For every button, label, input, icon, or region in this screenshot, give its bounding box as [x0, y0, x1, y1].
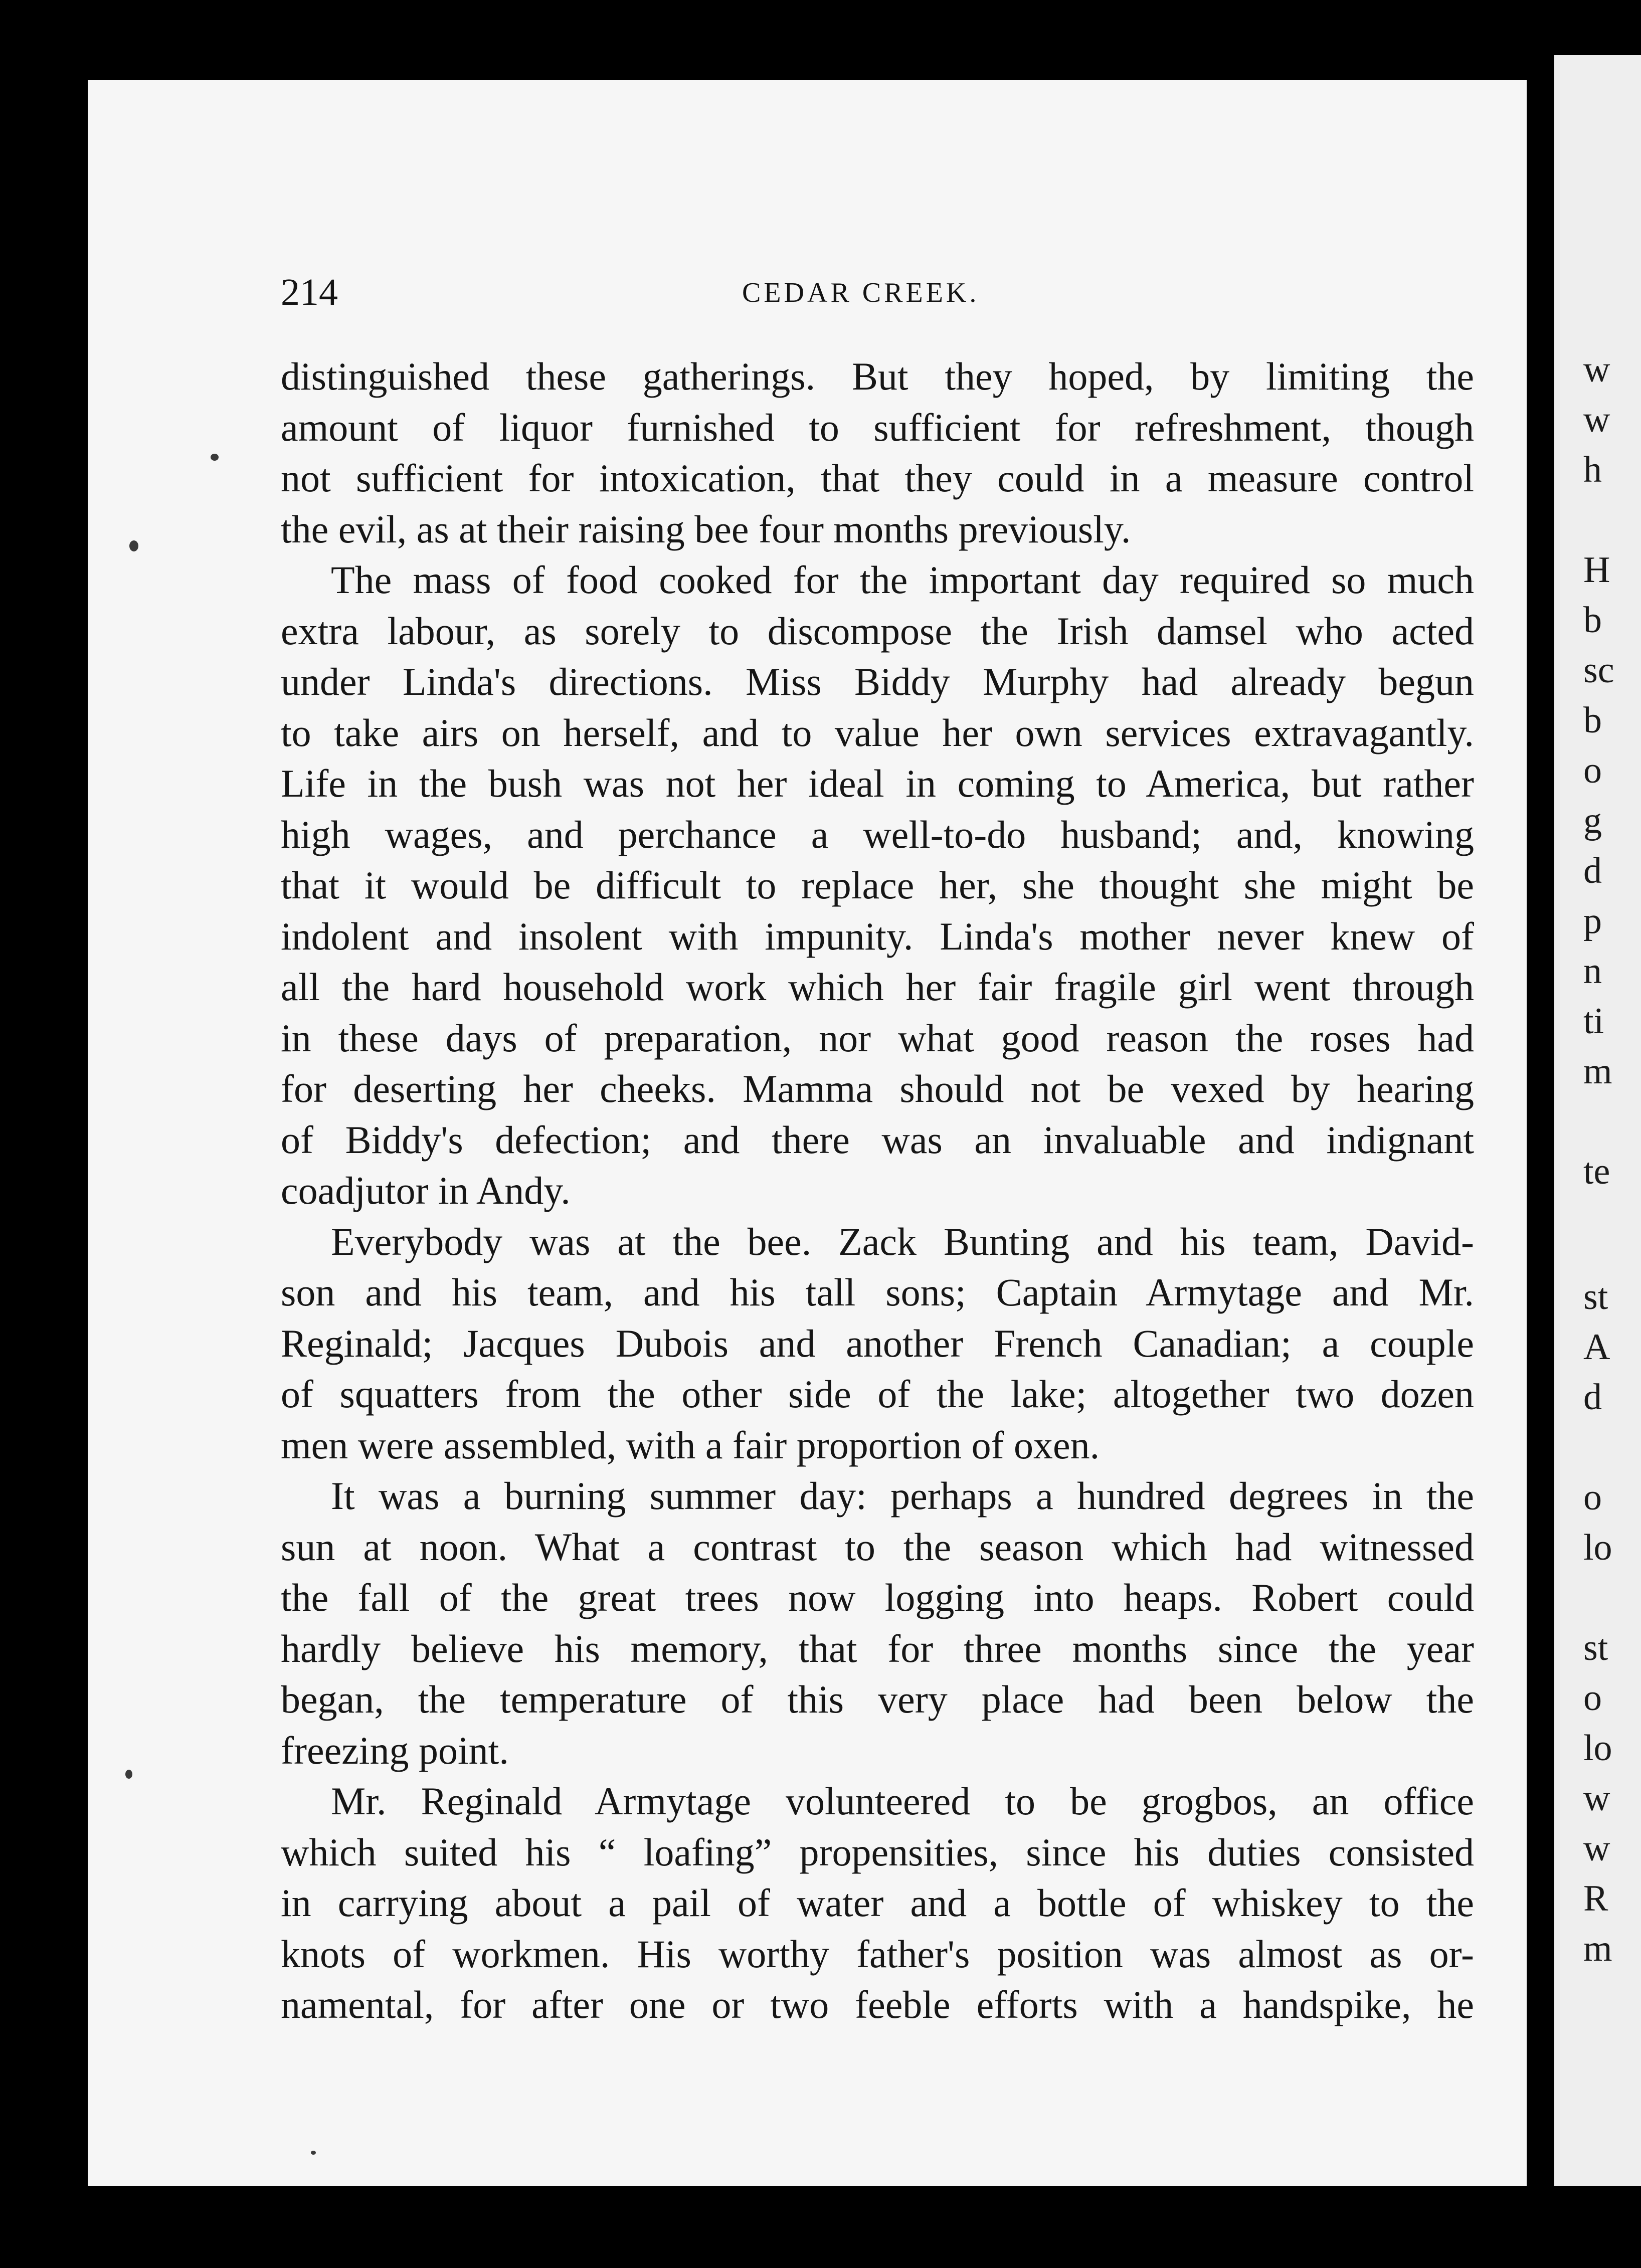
fragment: st: [1583, 1276, 1608, 1317]
fragment: g: [1583, 800, 1602, 841]
fragment: m: [1583, 1051, 1612, 1092]
text-line: Life in the bush was not her ideal in coming to America, but rather: [281, 762, 1474, 805]
text-line: Everybody was at the bee. Zack Bunting and his team, David-: [331, 1219, 1474, 1263]
fragment: sc: [1583, 650, 1614, 691]
fragment: st: [1583, 1627, 1608, 1668]
text-line: sun at noon. What a contrast to the season which had witnessed: [281, 1525, 1474, 1569]
fragment: A: [1583, 1327, 1610, 1368]
text-line: It was a burning summer day: perhaps a hundred degrees in the: [331, 1474, 1474, 1518]
fragment: w: [1583, 1828, 1610, 1869]
scan-speck: [311, 2151, 316, 2155]
text-line: for deserting her cheeks. Mamma should not be vexed by hearing: [281, 1067, 1474, 1110]
fragment: lo: [1583, 1728, 1612, 1769]
text-line: coadjutor in Andy.: [281, 1169, 571, 1212]
fragment: b: [1583, 600, 1602, 641]
fragment: w: [1583, 399, 1610, 440]
page-number: 214: [281, 271, 338, 313]
text-line: hardly believe his memory, that for three months since the year: [281, 1626, 1474, 1670]
text-line: son and his team, and his tall sons; Captain Armytage and Mr.: [281, 1270, 1474, 1314]
fragment: d: [1583, 1377, 1602, 1418]
fragment: d: [1583, 850, 1602, 891]
text-line: which suited his “ loafing” propensities, since his duties consisted: [281, 1830, 1474, 1874]
running-head: CEDAR CREEK.: [742, 277, 980, 308]
fragment: o: [1583, 1677, 1602, 1719]
fragment: R: [1583, 1878, 1608, 1919]
fragment: p: [1583, 900, 1602, 941]
text-line: the fall of the great trees now logging into heaps. Robert could: [281, 1576, 1474, 1619]
fragment: h: [1583, 449, 1602, 490]
text-line: The mass of food cooked for the important day required so much: [331, 558, 1474, 602]
body-text: [281, 351, 1474, 2030]
text-line: in these days of preparation, nor what good reason the roses had: [281, 1016, 1474, 1060]
text-line: in carrying about a pail of water and a bottle of whiskey to the: [281, 1881, 1474, 1925]
text-line: to take airs on herself, and to value her own services extravagantly.: [281, 710, 1474, 754]
page-header: [281, 271, 1494, 316]
text-line: extra labour, as sorely to discompose the Irish damsel who acted: [281, 609, 1474, 653]
fragment: ti: [1583, 1001, 1604, 1042]
text-line: freezing point.: [281, 1728, 509, 1772]
text-line: all the hard household work which her fair fragile girl went through: [281, 965, 1474, 1009]
text-line: Reginald; Jacques Dubois and another French Canadian; a couple: [281, 1321, 1474, 1365]
text-line: amount of liquor furnished to sufficient for refreshment, though: [281, 405, 1474, 449]
text-line: men were assembled, with a fair proportion of oxen.: [281, 1423, 1100, 1467]
text-line: not sufficient for intoxication, that they could in a measure control: [281, 456, 1474, 500]
text-line: began, the temperature of this very place had been below the: [281, 1677, 1474, 1721]
fragment: H: [1583, 549, 1610, 591]
text-line: of Biddy's defection; and there was an invaluable and indignant: [281, 1117, 1474, 1162]
fragment: w: [1583, 349, 1610, 390]
scan-speck: [129, 540, 138, 551]
fragment: te: [1583, 1151, 1610, 1192]
fragment: o: [1583, 1477, 1602, 1518]
text-line: of squatters from the other side of the lake; altogether two dozen: [281, 1372, 1474, 1416]
scan-speck: [125, 1770, 132, 1779]
fragment: lo: [1583, 1527, 1612, 1568]
text-line: high wages, and perchance a well-to-do husband; and, knowing: [281, 812, 1474, 856]
fragment: o: [1583, 750, 1602, 791]
fragment: n: [1583, 951, 1602, 992]
text-line: the evil, as at their raising bee four months previously.: [281, 507, 1131, 551]
text-line: indolent and insolent with impunity. Linda's mother never knew of: [281, 914, 1474, 958]
text-line: knots of workmen. His worthy father's position was almost as or-: [281, 1932, 1474, 1976]
text-line: Mr. Reginald Armytage volunteered to be grogbos, an office: [331, 1779, 1474, 1823]
fragment: b: [1583, 700, 1602, 741]
fragment: m: [1583, 1928, 1612, 1969]
scan-speck: [211, 454, 219, 461]
text-line: that it would be difficult to replace her, she thought she might be: [281, 863, 1474, 907]
text-line: under Linda's directions. Miss Biddy Murphy had already begun: [281, 660, 1474, 703]
text-line: namental, for after one or two feeble efforts with a handspike, he: [281, 1983, 1474, 2026]
text-line: distinguished these gatherings. But they hoped, by limiting the: [281, 354, 1474, 398]
fragment: w: [1583, 1778, 1610, 1819]
page-gutter-shadow: [1544, 50, 1555, 2201]
